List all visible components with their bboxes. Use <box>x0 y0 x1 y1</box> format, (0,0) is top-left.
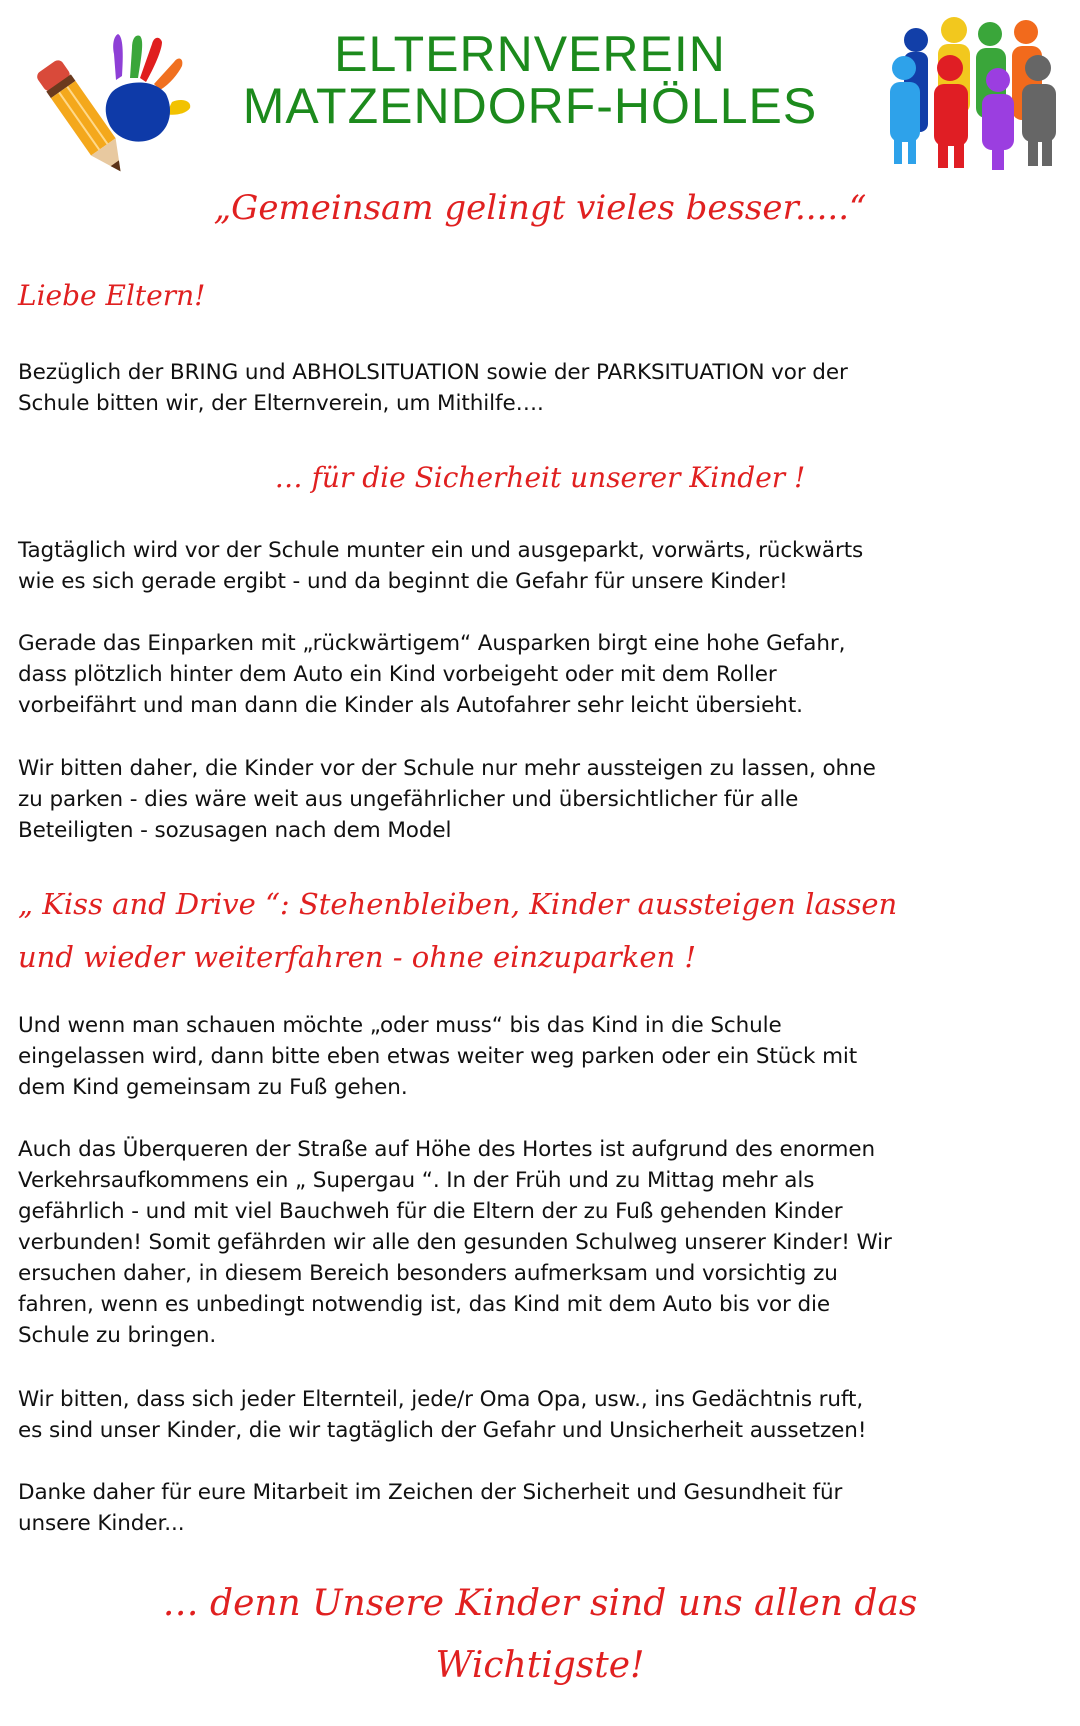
paragraph-thanks <box>18 1477 1068 1539</box>
text-line: vorbeifährt und man dann die Kinder als Autofahrer sehr leicht übersieht. <box>18 693 803 718</box>
closing-line: Wichtigste! <box>435 1645 645 1686</box>
hand-pencil-logo-icon <box>14 14 194 174</box>
closing-statement <box>0 1573 1080 1697</box>
text-line: fahren, wenn es unbedingt notwendig ist, das Kind mit dem Auto bis vor die <box>18 1292 831 1317</box>
header <box>0 0 1080 170</box>
paragraph-walk <box>18 1010 1068 1103</box>
motto: „Gemeinsam gelingt vieles besser.....“ <box>213 188 867 228</box>
callout-line: und wieder weiterfahren - ohne einzuparken ! <box>18 940 697 974</box>
text-line: Gerade das Einparken mit „rückwärtigem“ Ausparken birgt eine hohe Gefahr, <box>18 631 846 656</box>
paragraph-intro <box>18 357 1068 419</box>
title-line-1: ELTERNVEREIN <box>334 26 726 82</box>
text-line: Danke daher für eure Mitarbeit im Zeichen der Sicherheit und Gesundheit für <box>18 1480 843 1505</box>
people-group-logo-icon <box>868 8 1068 170</box>
text-line: Und wenn man schauen möchte „oder muss“ bis das Kind in die Schule <box>18 1013 782 1038</box>
text-line: Beteiligten - sozusagen nach dem Model <box>18 818 452 843</box>
text-line: unsere Kinder... <box>18 1511 185 1536</box>
text-line: es sind unser Kinder, die wir tagtäglich der Gefahr und Unsicherheit aussetzen! <box>18 1418 867 1443</box>
closing-line: … denn Unsere Kinder sind uns allen das <box>162 1583 918 1624</box>
callout-line: „ Kiss and Drive “: Stehenbleiben, Kinder aussteigen lassen <box>18 887 898 921</box>
text-line: gefährlich - und mit viel Bauchweh für die Eltern der zu Fuß gehenden Kinder <box>18 1199 843 1224</box>
text-line: Wir bitten daher, die Kinder vor der Schule nur mehr aussteigen zu lassen, ohne <box>18 756 876 781</box>
text-line: Schule zu bringen. <box>18 1323 217 1348</box>
text-line: dass plötzlich hinter dem Auto ein Kind vorbeigeht oder mit dem Roller <box>18 662 777 687</box>
paragraph-reminder <box>18 1384 1068 1446</box>
paragraph-crossing <box>18 1134 1068 1351</box>
text-line: wie es sich gerade ergibt - und da beginnt die Gefahr für unsere Kinder! <box>18 569 788 594</box>
text-line: dem Kind gemeinsam zu Fuß gehen. <box>18 1075 408 1100</box>
text-line: ersuchen daher, in diesem Bereich besonders aufmerksam und vorsichtig zu <box>18 1261 838 1286</box>
organization-title <box>200 28 860 132</box>
text-line: Auch das Überqueren der Straße auf Höhe des Hortes ist aufgrund des enormen <box>18 1137 876 1162</box>
text-line: Verkehrsaufkommens ein „ Supergau “. In der Früh und zu Mittag mehr als <box>18 1168 815 1193</box>
text-line: zu parken - dies wäre weit aus ungefährlicher und übersichtlicher für alle <box>18 787 799 812</box>
paragraph-request <box>18 753 1068 846</box>
text-line: eingelassen wird, dann bitte eben etwas weiter weg parken oder ein Stück mit <box>18 1044 858 1069</box>
text-line: verbunden! Somit gefährden wir alle den gesunden Schulweg unserer Kinder! Wir <box>18 1230 892 1255</box>
text-line: Wir bitten, dass sich jeder Elternteil, jede/r Oma Opa, usw., ins Gedächtnis ruft, <box>18 1387 864 1412</box>
paragraph-daily-parking <box>18 535 1068 597</box>
greeting: Liebe Eltern! <box>18 279 206 312</box>
text-line: Schule bitten wir, der Elternverein, um Mithilfe…. <box>18 391 544 416</box>
paragraph-reverse-parking <box>18 628 1068 721</box>
subtitle-safety: … für die Sicherheit unserer Kinder ! <box>274 461 806 494</box>
title-line-2: MATZENDORF-HÖLLES <box>242 78 818 134</box>
text-line: Tagtäglich wird vor der Schule munter ein und ausgeparkt, vorwärts, rückwärts <box>18 538 864 563</box>
kiss-and-drive-callout <box>18 878 1078 984</box>
text-line: Bezüglich der BRING und ABHOLSITUATION sowie der PARKSITUATION vor der <box>18 360 848 385</box>
